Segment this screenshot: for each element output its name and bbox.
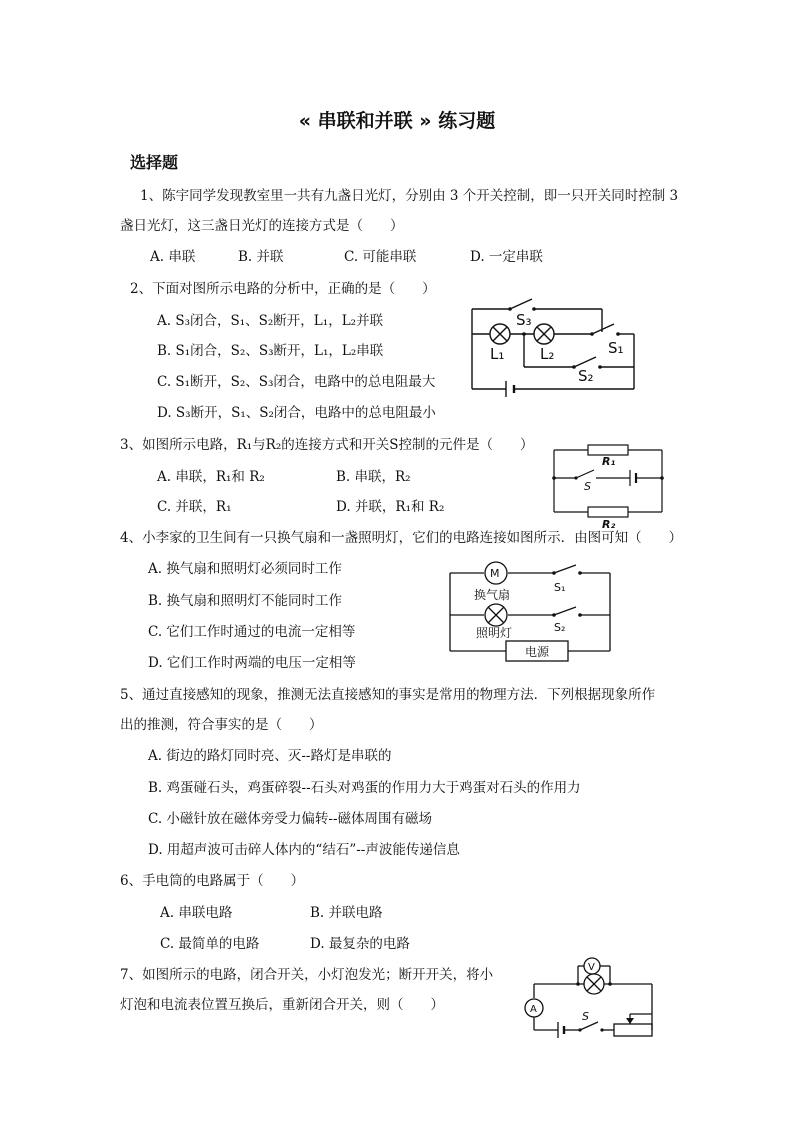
- q1-option-b: B. 并联: [238, 249, 284, 265]
- label-a: A: [530, 1004, 537, 1015]
- q5-option-a: A. 街边的路灯同时亮、灭--路灯是串联的: [148, 748, 392, 764]
- section-heading: 选择题: [130, 153, 179, 172]
- q5-stem-line2: 出的推测，符合事实的是（ ）: [120, 717, 323, 733]
- q3-option-b: B. 串联，R₂: [336, 469, 411, 485]
- page-title: « 串联和并联 » 练习题: [298, 110, 496, 132]
- q1-option-d: D. 一定串联: [470, 249, 543, 265]
- label-fan: 换气扇: [474, 588, 511, 602]
- q4-option-d: D. 它们工作时两端的电压一定相等: [148, 655, 356, 671]
- q3-stem: 3、如图所示电路，R₁与R₂的连接方式和开关S控制的元件是（ ）: [120, 437, 534, 453]
- label-s2: S₂: [578, 367, 594, 385]
- label-power: 电源: [525, 645, 550, 659]
- q7-stem-line2: 灯泡和电流表位置互换后，重新闭合开关，则（ ）: [120, 997, 444, 1013]
- q1-option-c: C. 可能串联: [344, 249, 417, 265]
- q5-option-b: B. 鸡蛋碰石头，鸡蛋碎裂--石头对鸡蛋的作用力大于鸡蛋对石头的作用力: [148, 780, 581, 796]
- q3-option-d: D. 并联，R₁和 R₂: [336, 499, 445, 515]
- q3-option-a: A. 串联，R₁和 R₂: [157, 469, 265, 485]
- q4-circuit-diagram: [446, 563, 616, 663]
- label-l1: L₁: [490, 345, 505, 363]
- resistor-r1-icon: [588, 445, 628, 455]
- q2-option-a: A. S₃闭合，S₁、S₂断开，L₁，L₂并联: [157, 313, 384, 329]
- rheostat-icon: [614, 1024, 652, 1036]
- q3-option-c: C. 并联，R₁: [157, 499, 232, 515]
- q6-option-a: A. 串联电路: [160, 905, 233, 921]
- q2-option-c: C. S₁断开，S₂、S₃闭合，电路中的总电阻最大: [157, 374, 436, 390]
- label-v: V: [588, 962, 595, 973]
- q6-option-b: B. 并联电路: [310, 905, 383, 921]
- label-r2: R₂: [602, 518, 616, 531]
- q5-option-c: C. 小磁针放在磁体旁受力偏转--磁体周围有磁场: [148, 811, 433, 827]
- q2-circuit-diagram: [462, 297, 647, 397]
- q1-option-a: A. 串联: [150, 249, 196, 265]
- q4-option-a: A. 换气扇和照明灯必须同时工作: [148, 561, 342, 577]
- label-r1: R₁: [602, 455, 616, 468]
- q6-option-c: C. 最简单的电路: [160, 936, 260, 952]
- q2-option-b: B. S₁闭合，S₂、S₃断开，L₁，L₂串联: [157, 343, 384, 359]
- label-s: S: [582, 1010, 589, 1023]
- q7-stem-line1: 7、如图所示的电路，闭合开关，小灯泡发光；断开开关，将小: [120, 967, 494, 983]
- q4-stem: 4、小李家的卫生间有一只换气扇和一盏照明灯，它们的电路连接如图所示．由图可知（ ）: [120, 530, 683, 546]
- q3-circuit-diagram: [548, 440, 668, 530]
- q2-stem: 2、下面对图所示电路的分析中，正确的是（ ）: [130, 281, 436, 297]
- q5-option-d: D. 用超声波可击碎人体内的“结石”--声波能传递信息: [148, 842, 460, 858]
- q1-stem-line2: 盏日光灯，这三盏日光灯的连接方式是（ ）: [120, 218, 404, 234]
- label-lamp: 照明灯: [476, 626, 513, 640]
- q5-stem-line1: 5、通过直接感知的现象，推测无法直接感知的事实是常用的物理方法．下列根据现象所作: [120, 687, 656, 703]
- q6-option-d: D. 最复杂的电路: [310, 936, 410, 952]
- label-s3: S₃: [516, 311, 532, 329]
- label-m: M: [490, 567, 500, 580]
- label-s2: S₂: [554, 621, 566, 634]
- q7-circuit-diagram: [518, 954, 658, 1044]
- q2-option-d: D. S₃断开，S₁、S₂闭合，电路中的总电阻最小: [157, 405, 436, 421]
- q4-option-c: C. 它们工作时通过的电流一定相等: [148, 624, 356, 640]
- resistor-r2-icon: [588, 507, 628, 517]
- q4-option-b: B. 换气扇和照明灯不能同时工作: [148, 593, 343, 609]
- q6-stem: 6、手电筒的电路属于（ ）: [120, 873, 305, 889]
- label-l2: L₂: [540, 345, 555, 363]
- q1-stem-line1: 1、陈宇同学发现教室里一共有九盏日光灯，分别由 3 个开关控制，即一只开关同时控制 3: [140, 188, 679, 204]
- label-s1: S₁: [554, 581, 566, 594]
- label-s1: S₁: [608, 339, 624, 357]
- label-s: S: [584, 480, 591, 493]
